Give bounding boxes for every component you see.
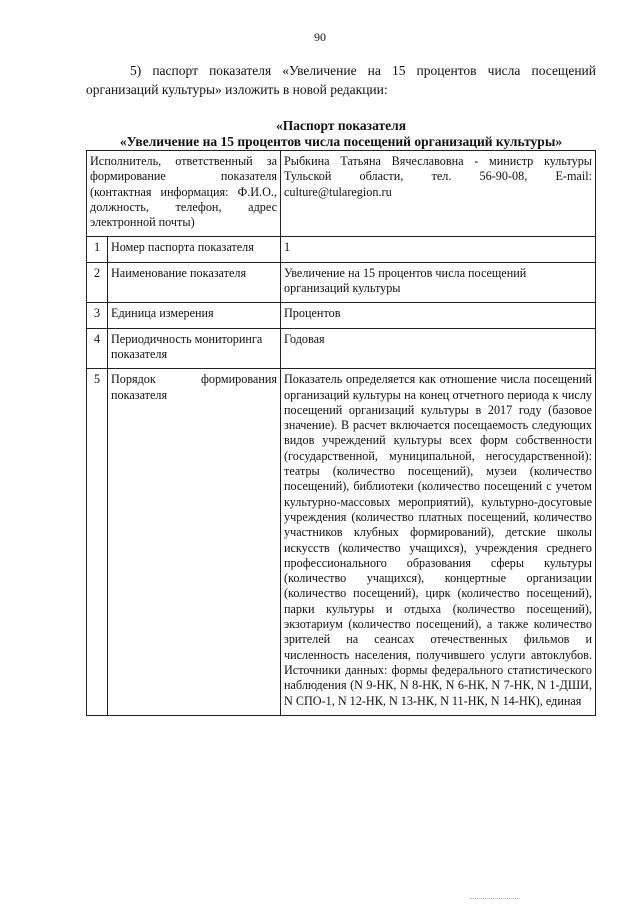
row-number: 3 — [87, 303, 108, 328]
row-value: Годовая — [281, 328, 596, 369]
row-value: Показатель определяется как отношение числа посещений организаций культуры на конец отчетного периода к числу посещений организаций культуры в 2017 году (базовое значение). В расчет включается посещаемость следующих видов учреждений культуры всех форм собственности (государственной, муниципальной, негосударственной): театры (количество посещений), музеи (количество посещений), библиотеки (количество посещений с учетом культурно-массовых мероприятий), культурно-досуговые учреждения (количество платных посещений, количество участников клубных формирований), детские школы искусств (количество учащихся), учреждения среднего профессионального образования сферы культуры (количество учащихся), концертные организации (количество посещений), цирк (количество посещений), парки культуры и отдыха (количество посещений), экзотариум (количество посещений), а также количество зрителей на сеансах отечественных фильмов и численность населения, получившего услуги автоклубов. Источники данных: формы федерального статистического наблюдения (N 9-НК, N 8-НК, N 6-НК, N 7-НК, N 1-ДШИ, N СПО-1, N 12-НК, N 13-НК, N 11-НК, N 14-НК), единая — [281, 369, 596, 716]
executor-value: Рыбкина Татьяна Вячеславовна - министр культуры Тульской области, тел. 56-90-08, E-mail: culture@tularegion.ru — [281, 151, 596, 237]
table-row-executor — [87, 151, 596, 237]
row-label: Единица измерения — [108, 303, 281, 328]
executor-label: Исполнитель, ответственный за формирование показателя (контактная информация: Ф.И.О., должность, телефон, адрес электронной почты) — [87, 151, 281, 237]
scan-artifact — [470, 898, 520, 899]
row-label: Порядок формирования показателя — [108, 369, 281, 716]
table-row — [87, 328, 596, 369]
table-row — [87, 369, 596, 716]
passport-subtitle: «Увеличение на 15 процентов числа посещений организаций культуры» — [119, 134, 563, 149]
row-value: Увеличение на 15 процентов числа посещений организаций культуры — [281, 262, 596, 303]
row-number: 5 — [87, 369, 108, 716]
page-number: 90 — [314, 30, 326, 44]
passport-title: «Паспорт показателя — [275, 118, 407, 133]
table-row — [87, 262, 596, 303]
row-number: 2 — [87, 262, 108, 303]
row-number: 1 — [87, 237, 108, 262]
passport-table — [86, 150, 596, 716]
row-number: 4 — [87, 328, 108, 369]
row-label: Номер паспорта показателя — [108, 237, 281, 262]
table-row — [87, 303, 596, 328]
table-row — [87, 237, 596, 262]
row-value: 1 — [281, 237, 596, 262]
intro-paragraph: 5) паспорт показателя «Увеличение на 15 процентов числа посещений организаций культуры» изложить в новой редакции: — [86, 63, 596, 97]
row-label: Наименование показателя — [108, 262, 281, 303]
row-value: Процентов — [281, 303, 596, 328]
row-label: Периодичность мониторинга показателя — [108, 328, 281, 369]
